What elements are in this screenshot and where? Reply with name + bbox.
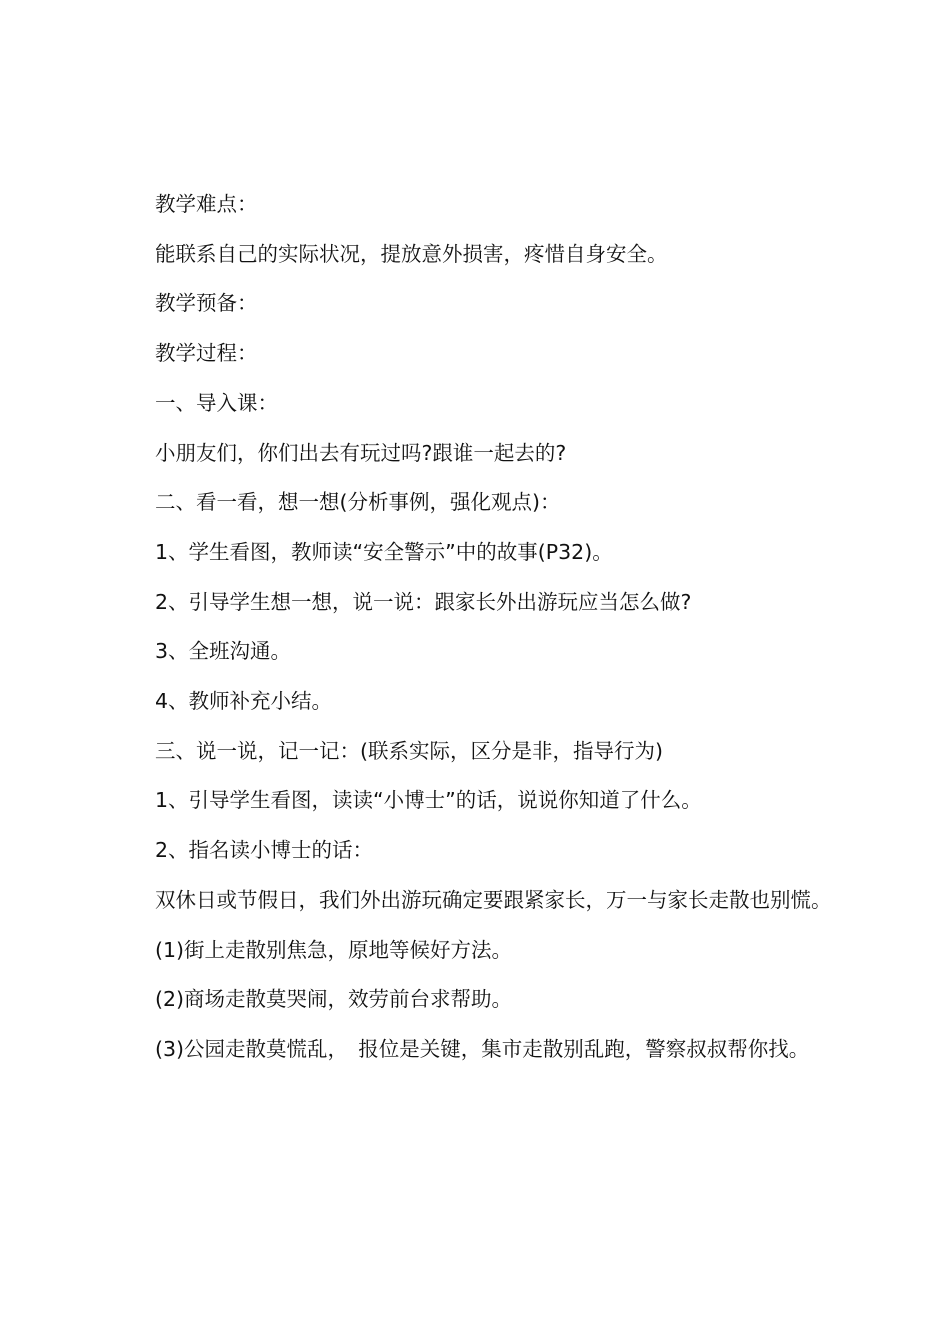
- paragraph-teaching-difficulty-heading: 教学难点：: [155, 192, 258, 216]
- paragraph-section-two-item-4: 4、教师补充小结。: [155, 689, 333, 714]
- paragraph-teaching-difficulty: 能联系自己的实际状况，提放意外损害，疼惜自身安全。: [155, 241, 668, 266]
- paragraph-rule-2: (2)商场走散莫哭闹，效劳前台求帮助。: [155, 987, 513, 1012]
- paragraph-section-two-heading: 二、看一看，想一想(分析事例，强化观点)：: [155, 490, 561, 515]
- document-body: [127, 180, 837, 1075]
- paragraph-rule-1: (1)街上走散别焦急，原地等候好方法。: [155, 937, 513, 962]
- paragraph-section-one-question: 小朋友们，你们出去有玩过吗?跟谁一起去的?: [155, 440, 567, 465]
- paragraph-section-three-heading: 三、说一说，记一记：(联系实际，区分是非，指导行为): [155, 738, 663, 763]
- paragraph-teaching-process-heading: 教学过程：: [155, 341, 258, 366]
- paragraph-rule-3: (3)公园走散莫慌乱， 报位是关键，集市走散别乱跑，警察叔叔帮你找。: [155, 1036, 810, 1061]
- paragraph-section-two-item-3: 3、全班沟通。: [155, 639, 292, 664]
- paragraph-section-two-item-2: 2、引导学生想一想，说一说：跟家长外出游玩应当怎么做?: [155, 589, 692, 614]
- paragraph-section-one-heading: 一、导入课：: [155, 390, 278, 415]
- paragraph-section-three-item-1: 1、引导学生看图，读读“小博士”的话，说说你知道了什么。: [155, 788, 702, 813]
- paragraph-teaching-preparation-heading: 教学预备：: [155, 291, 258, 316]
- paragraph-section-three-item-2: 2、指名读小博士的话：: [155, 838, 374, 863]
- paragraph-section-two-item-1: 1、学生看图，教师读“安全警示”中的故事(P32)。: [155, 539, 613, 564]
- paragraph-holiday-advice: 双休日或节假日，我们外出游玩确定要跟紧家长，万一与家长走散也别慌。: [155, 887, 832, 912]
